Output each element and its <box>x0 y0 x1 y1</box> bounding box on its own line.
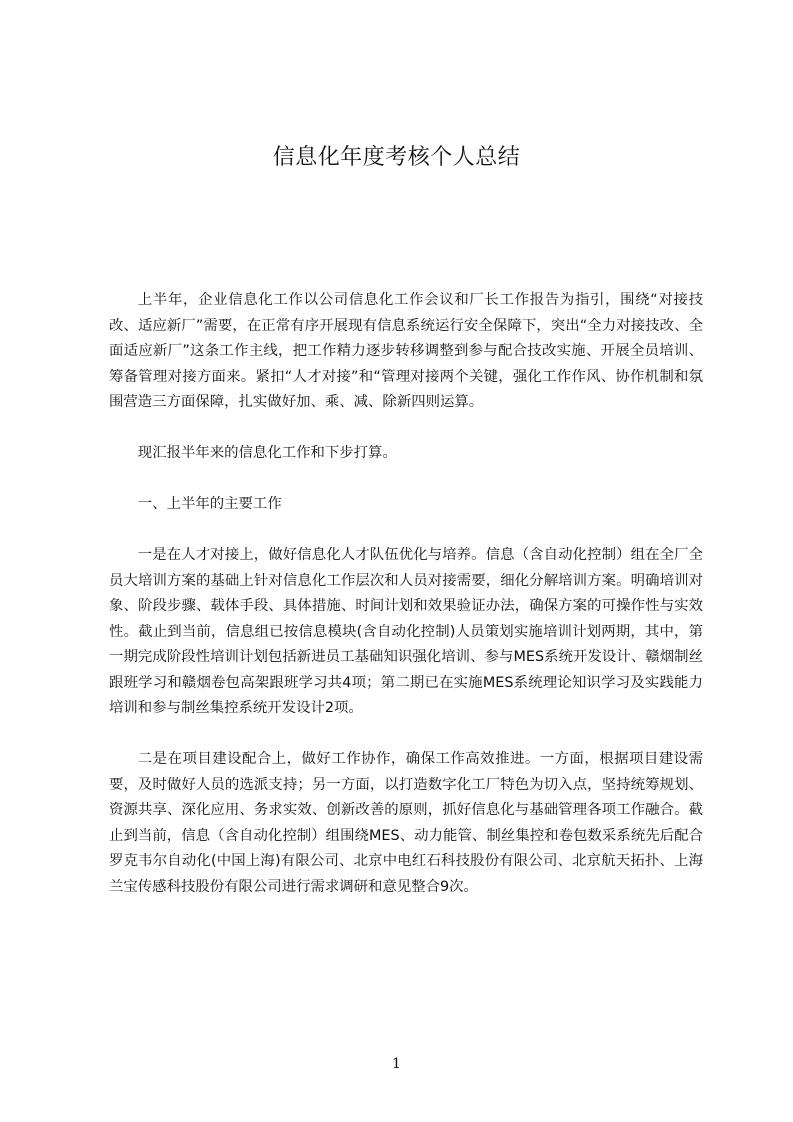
paragraph-talent: 一是在人才对接上，做好信息化人才队伍优化与培养。信息（含自动化控制）组在全厂全员大培训方案的基础上针对信息化工作层次和人员对接需要，细化分解培训方案。明确培训对象、阶段步骤、载体手段、具体措施、时间计划和效果验证办法，确保方案的可操作性与实效性。截止到当前，信息组已按信息模块(含自动化控制)人员策划实施培训计划两期，其中，第一期完成阶段性培训计划包括新进员工基础知识强化培训、参与MES系统开发设计、赣烟制丝跟班学习和赣烟卷包高架跟班学习共4项；第二期已在实施MES系统理论知识学习及实践能力培训和参与制丝集控系统开发设计2项。 <box>109 547 703 716</box>
document-title: 信息化年度考核个人总结 <box>272 145 521 170</box>
paragraph-gap <box>109 467 703 493</box>
section-heading: 一、上半年的主要工作 <box>137 496 282 512</box>
paragraph-gap <box>109 518 703 544</box>
paragraph-intro: 上半年，企业信息化工作以公司信息化工作会议和厂长工作报告为指引，围绕“对接技改、适应新厂”需要，在正常有序开展现有信息系统运行安全保障下，突出“全力对接技改、全面适应新厂”这条工作主线，把工作精力逐步转移调整到参与配合技改实施、开展全员培训、筹备管理对接方面来。紧扣“人才对接”和“管理对接两个关键，强化工作作风、协作机制和氛围营造三方面保障，扎实做好加、乘、减、除新四则运算。 <box>109 292 703 410</box>
paragraph-project: 二是在项目建设配合上，做好工作协作，确保工作高效推进。一方面，根据项目建设需要，及时做好人员的选派支持；另一方面，以打造数字化工厂特色为切入点，坚持统筹规划、资源共享、深化应用、务求实效、创新改善的原则，抓好信息化与基础管理各项工作融合。截止到当前，信息（含自动化控制）组围绕MES、动力能管、制丝集控和卷包数采系统先后配合罗克韦尔自动化(中国上海)有限公司、北京中电红石科技股份有限公司、北京航天拓扑、上海兰宝传感科技股份有限公司进行需求调研和意见整合9次。 <box>109 751 703 895</box>
paragraph-report: 现汇报半年来的信息化工作和下步打算。 <box>137 445 397 461</box>
document-body <box>109 288 703 900</box>
paragraph-gap <box>109 722 703 748</box>
paragraph-gap <box>109 416 703 442</box>
page-number: 1 <box>392 1056 401 1072</box>
